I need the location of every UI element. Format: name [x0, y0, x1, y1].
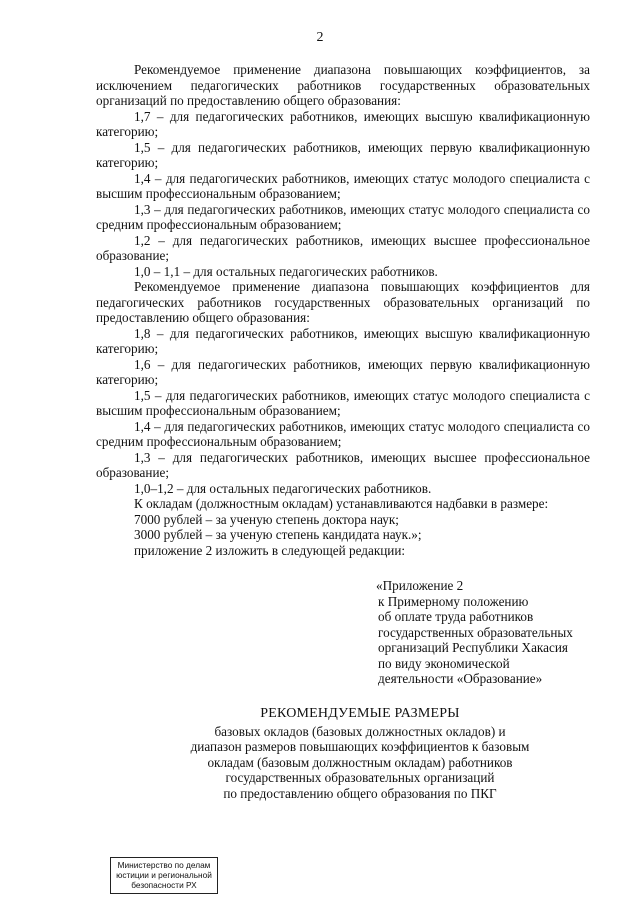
heading-title: РЕКОМЕНДУЕМЫЕ РАЗМЕРЫ — [260, 706, 460, 721]
appendix-line: об оплате труда работников — [378, 609, 534, 624]
paragraph: 1,0–1,2 – для остальных педагогических работников. — [134, 480, 432, 496]
appendix-line: по виду экономической — [378, 655, 510, 671]
appendix-reference — [378, 578, 628, 687]
paragraph: Рекомендуемое применение диапазона повышающих коэффициентов для педагогических работников государственных образовательных организаций по предоставлению общего образования: — [96, 279, 590, 325]
paragraph: приложение 2 изложить в следующей редакции: — [134, 542, 406, 558]
stamp-line: Министерство по делам — [117, 860, 211, 870]
page-number: 2 — [316, 30, 324, 45]
paragraph: 1,0 – 1,1 – для остальных педагогических работников. — [134, 263, 438, 279]
section-heading — [160, 706, 560, 801]
heading-line: по предоставлению общего образования по ПКГ — [223, 785, 497, 801]
paragraph: К окладам (должностным окладам) устанавливаются надбавки в размере: — [134, 496, 549, 511]
heading-line: государственных образовательных организаций — [225, 770, 495, 785]
paragraph: 1,3 – для педагогических работников, имеющих высшее профессиональное образование; — [96, 449, 590, 480]
paragraph: 1,4 – для педагогических работников, имеющих статус молодого специалиста со средним профессиональным образованием; — [96, 418, 590, 449]
paragraph: 1,3 – для педагогических работников, имеющих статус молодого специалиста со средним профессиональным образованием; — [96, 201, 590, 232]
appendix-line: деятельности «Образование» — [378, 671, 543, 686]
appendix-line: «Приложение 2 — [376, 578, 464, 593]
paragraph: 3000 рублей – за ученую степень кандидата наук.»; — [134, 527, 422, 542]
ministry-stamp — [110, 857, 218, 894]
appendix-line: к Примерному положению — [378, 593, 529, 609]
paragraph: 1,5 – для педагогических работников, имеющих первую квалификационную категорию; — [96, 139, 590, 170]
paragraph: 1,7 – для педагогических работников, имеющих высшую квалификационную категорию; — [96, 108, 590, 139]
paragraph: 7000 рублей – за ученую степень доктора наук; — [134, 511, 399, 527]
paragraph: 1,4 – для педагогических работников, имеющих статус молодого специалиста с высшим профессиональным образованием; — [96, 170, 590, 201]
paragraph: 1,8 – для педагогических работников, имеющих высшую квалификационную категорию; — [96, 325, 590, 356]
appendix-line: государственных образовательных — [378, 624, 573, 640]
paragraph: 1,6 – для педагогических работников, имеющих первую квалификационную категорию; — [96, 356, 590, 387]
paragraph: 1,5 – для педагогических работников, имеющих статус молодого специалиста с высшим профессиональным образованием; — [96, 387, 590, 418]
paragraph: 1,2 – для педагогических работников, имеющих высшее профессиональное образование; — [96, 232, 590, 263]
heading-line: окладам (базовым должностным окладам) работников — [207, 754, 513, 770]
heading-line: диапазон размеров повышающих коэффициентов к базовым — [190, 739, 530, 754]
paragraph: Рекомендуемое применение диапазона повышающих коэффициентов, за исключением педагогических работников государственных образовательных организаций по предоставлению общего образования: — [96, 62, 590, 108]
stamp-line: юстиции и региональной — [116, 870, 212, 880]
body-text — [96, 62, 590, 558]
stamp-line: безопасности РХ — [131, 880, 197, 890]
heading-line: базовых окладов (базовых должностных окладов) и — [214, 723, 506, 739]
appendix-line: организаций Республики Хакасия — [378, 640, 568, 655]
